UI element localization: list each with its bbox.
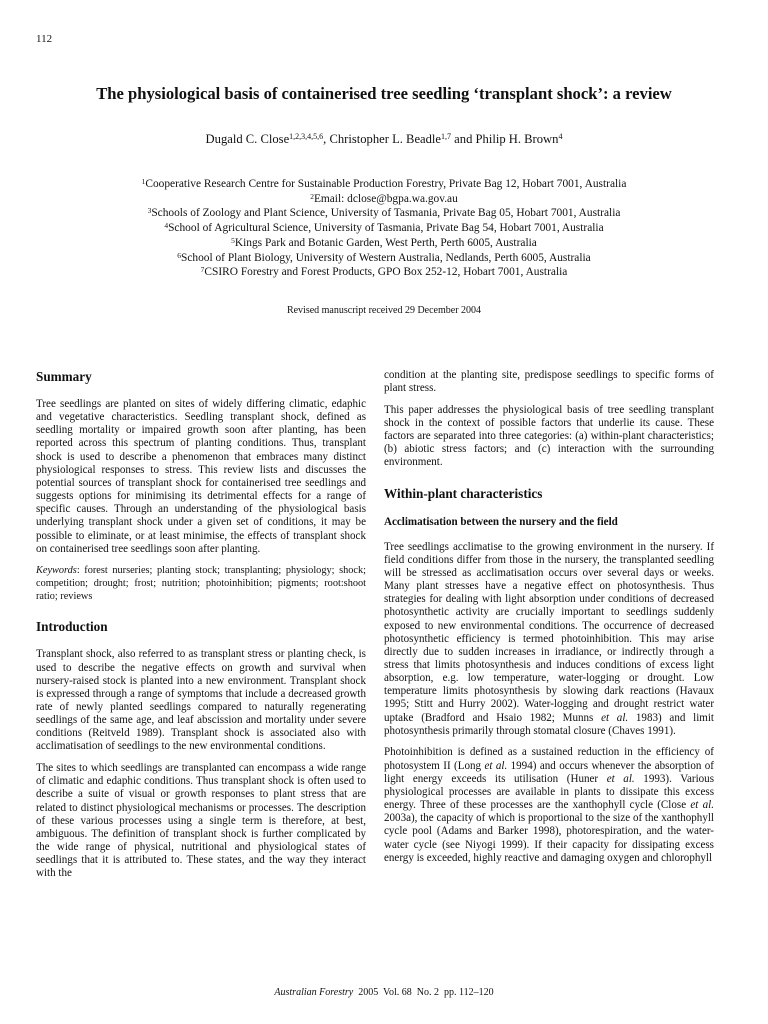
introduction-heading: Introduction [36, 619, 108, 635]
text-run-italic: et al. [690, 799, 714, 812]
affiliation-line [0, 192, 768, 207]
affil-mark: 6 [177, 250, 181, 260]
journal-footer [0, 987, 768, 998]
text-run: Tree seedlings acclimatise to the growing environment in the nursery. If field conditions differ from those in the nursery, the transplanted seedling will be stressed as acclimatisation occurs over several days or weeks. Many plant stresses have a negative effect on photosynthesis. Thus strategies for dealing with light absorption under conditions of decreased photosynthetic activity are crucially important to seedlings suddenly exposed to new environmental conditions. The occurrence of decreased photosynthetic efficiency is termed photoinhibition. This may arise directly due to sudden increases in irradiance, or indirectly through a stress that limits photosynthesis and induces conditions of excess light absorption, e.g. low temperature, water-logging or drought. Low temperature limits photosynthesis by slowing dark reactions (Havaux 1995; Stitt and Hurry 2002). Water-logging and drought restrict water uptake (Bradford and Hsaio 1982; Munns [384, 540, 714, 724]
journal-name: Australian Forestry [274, 987, 354, 998]
summary-body: Tree seedlings are planted on sites of widely differing climatic, edaphic and vegetative characteristics. Seedling transplant shock, defined as seedling mortality or impaired growth soon after planting, has been reported across this spectrum of planting conditions. Thus, transplant shock is used to describe a phenomenon that embraces many distinct physiological responses to stress. This review lists and discusses the potential sources of transplant shock for containerised tree seedlings and suggests options for minimising its detrimental effects for a range of specific causes. Through an understanding of the physiological basis underlying transplant shock under a given set of conditions, it may be possible to eliminate, or at least minimise, the effects of transplant shock on containerised tree seedlings soon after planting. [36, 398, 366, 555]
revised-date: Revised manuscript received 29 December 2004 [286, 305, 482, 316]
text-run-italic: et al. [601, 711, 629, 724]
text-run: Photoinhibition is defined as a sustained reduction in the efficiency of photosystem II (Long [384, 746, 714, 772]
body-paragraph: condition at the planting site, predispose seedlings to specific forms of plant stress. [384, 369, 714, 395]
affil-text: Email: dclose@bgpa.wa.gov.au [313, 192, 458, 205]
affil-mark: 4 [164, 221, 169, 231]
author-name: Christopher L. Beadle [329, 132, 442, 146]
affil-mark: 2 [310, 191, 314, 201]
body-paragraph [384, 541, 714, 738]
author-name: Dugald C. Close [205, 132, 290, 146]
author-list [0, 132, 768, 147]
affiliation-line [0, 236, 768, 251]
affil-text: CSIRO Forestry and Forest Products, GPO Box 252-12, Hobart 7001, Australia [204, 266, 568, 279]
affil-mark: 3 [147, 206, 152, 216]
left-column [36, 369, 366, 889]
affil-mark: 7 [200, 265, 205, 275]
affiliations [0, 177, 768, 280]
intro-paragraph: Transplant shock, also referred to as transplant stress or planting check, is used to describe the negative effects on growth and survival when nursery-raised stock is planted into a new environment. Transplant shock is expressed through a range of symptoms that include a decreased growth rate of newly planted seedlings compared to naturally regenerating seedlings of the same age, and leaf abscission and mortality under severe conditions (Reitveld 1989). Transplant shock is associated also with acclimatisation of seedlings to the new environmental conditions. [36, 648, 366, 753]
page-number: 112 [36, 33, 53, 45]
affil-text: School of Plant Biology, University of Western Australia, Nedlands, Perth 6005, Australia [181, 251, 591, 264]
affiliation-line [0, 221, 768, 236]
text-run: 1983) and limit photosynthesis primarily through stomatal closure (Chaves 1991). [384, 711, 714, 737]
text-run: 1994) and occurs whenever the absorption of light energy exceeds its utilisation (Huner [384, 759, 714, 785]
author-separator: and [451, 132, 476, 146]
affil-text: Schools of Zoology and Plant Science, University of Tasmania, Private Bag 05, Hobart 7001, Australia [151, 207, 621, 220]
journal-citation: 2005 Vol. 68 No. 2 pp. 112–120 [353, 987, 494, 998]
text-run: 2003a), the capacity of which is proportional to the size of the xanthophyll cycle pool (Adams and Barker 1998), photorespiration, and the water-water cycle (see Niyogi 1999). If their capacity for dissipating excess energy is exceeded, highly reactive and damaging oxygen and chlorophyll [384, 812, 714, 864]
paper-title: The physiological basis of containerised tree seedling ‘transplant shock’: a review [96, 84, 672, 103]
subsection-heading-acclimatisation: Acclimatisation between the nursery and the field [384, 515, 618, 528]
text-run-italic: et al. [606, 772, 635, 785]
right-column [384, 369, 714, 873]
affil-mark: 1 [141, 177, 146, 186]
summary-heading: Summary [36, 369, 92, 384]
author-affil-marks: 1,7 [441, 132, 452, 141]
author-separator: , [323, 132, 330, 146]
affiliation-line [0, 265, 768, 280]
body-paragraph: This paper addresses the physiological basis of tree seedling transplant shock in the context of possible factors that underlie its cause. These factors are separated into three categories: (a) within-plant characteristics; (b) abiotic stress factors; and (c) interaction with the surrounding environment. [384, 403, 714, 469]
text-run-italic: et al. [484, 759, 508, 772]
keywords-list: : forest nurseries; planting stock; transplanting; physiology; shock; competition; drought; frost; nutrition; photoinhibition; pigments; root:shoot ratio; reviews [36, 565, 366, 603]
affil-text: School of Agricultural Science, University of Tasmania, Private Bag 54, Hobart 7001, Australia [168, 222, 604, 235]
affiliation-line [0, 177, 768, 192]
text-run: 1993). Various physiological processes are available in plants to dissipate this excess energy. Three of these processes are the xanthophyll cycle (Close [384, 772, 714, 812]
affil-mark: 5 [231, 235, 235, 245]
keywords-label: Keywords [36, 565, 77, 577]
intro-paragraph: The sites to which seedlings are transplanted can encompass a wide range of climatic and edaphic conditions. Thus transplant shock is often used to describe a suite of visual or growth responses to plant stress that are related to distinct physiological mechanisms or processes. The description of these various processes using a single term is therefore, at best, ambiguous. The definition of transplant shock is further complicated by the wide range of physical, nutritional and physiological states of seedlings that it is attributed to. These states, and the way they interact with the [36, 762, 366, 880]
affil-text: Cooperative Research Centre for Sustainable Production Forestry, Private Bag 12, Hobart 7001, Australia [145, 178, 627, 190]
author-name: Philip H. Brown [475, 132, 559, 146]
keywords [36, 564, 366, 603]
author-affil-marks: 4 [558, 132, 563, 141]
body-paragraph [384, 746, 714, 864]
affiliation-line [0, 251, 768, 266]
affil-text: Kings Park and Botanic Garden, West Perth, Perth 6005, Australia [234, 236, 537, 249]
author-affil-marks: 1,2,3,4,5,6 [289, 132, 324, 141]
section-heading-within-plant: Within-plant characteristics [384, 485, 543, 501]
affiliation-line [0, 206, 768, 221]
